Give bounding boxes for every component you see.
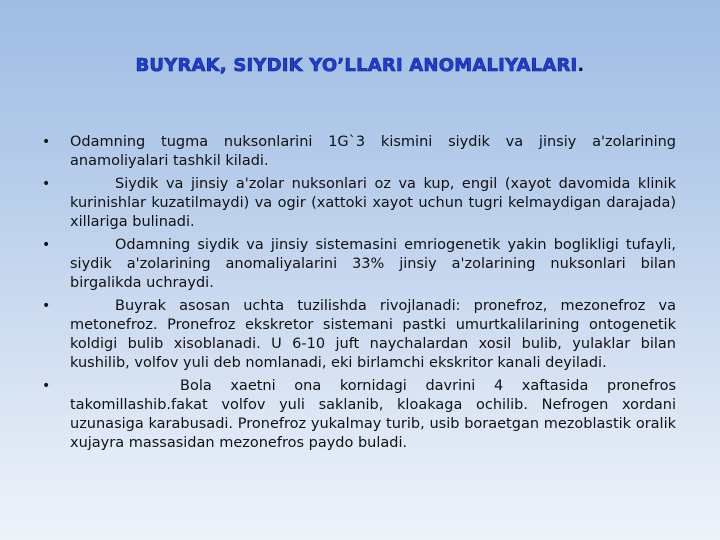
bullet-item-4 (38, 297, 676, 373)
slide-title-text: BUYRAK, SIYDIK YO’LLARI ANOMALIYALARI (135, 55, 578, 76)
bullet-icon: • (42, 378, 51, 394)
bullet-item-1 (38, 133, 676, 171)
bullet-icon: • (42, 176, 51, 192)
bullet-text: Siydik va jinsiy a'zolar nuksonlari oz va kup, engil (xayot davomida klinik kurinishlar kuzatilmaydi) va ogir (xattoki xayot uchun tugri kelmaydigan darajada) xillariga bulinadi. (70, 176, 676, 230)
bullet-text: Bola xaetni ona kornidagi davrini 4 xaftasida pronefros takomillashib.fakat volfov yuli saklanib, kloakaga ochilib. Nefrogen xordani uzunasiga karabusadi. Pronefroz yukalmay turib, usib boraetgan mezoblastik oralik xujayra massasidan mezonefros paydo buladi. (70, 378, 676, 451)
bullet-icon: • (42, 134, 51, 150)
bullet-text: Odamning siydik va jinsiy sistemasini emriogenetik yakin boglikligi tufayli, siydik a'zolarining anomaliyalarini 33% jinsiy a'zolarining nuksonlari bilan birgalikda uchraydi. (70, 237, 676, 291)
bullet-item-5 (38, 377, 676, 453)
bullet-text: Odamning tugma nuksonlarini 1G`3 kismini siydik va jinsiy a'zolarining anamoliyalari tashkil kiladi. (70, 134, 676, 169)
bullet-icon: • (42, 298, 51, 314)
bullet-icon: • (42, 237, 51, 253)
bullet-item-3 (38, 236, 676, 293)
bullet-item-2 (38, 175, 676, 232)
bullet-text: Buyrak asosan uchta tuzilishda rivojlanadi: pronefroz, mezonefroz va metonefroz. Pronefroz ekskretor sistemani pastki umurtkalilarining ontogenetik koldigi bulib xisoblanadi. U 6-10 juft naychalardan xosil bulib, yulaklar bilan kushilib, volfov yuli deb nomlanadi, eki birlamchi ekskritor kanali deyiladi. (70, 298, 676, 371)
slide-title (0, 55, 720, 76)
slide-title-period: . (577, 55, 585, 76)
bullet-list (38, 133, 676, 457)
